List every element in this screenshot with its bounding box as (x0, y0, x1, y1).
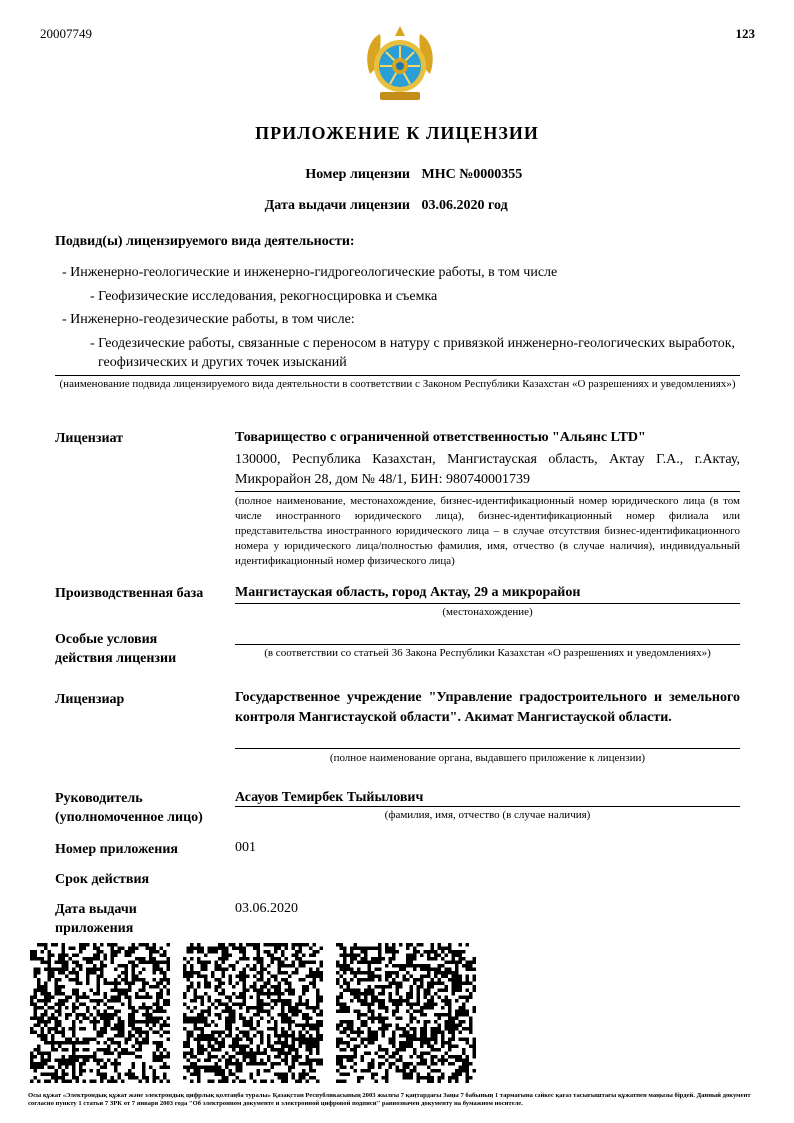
subtype-item: - Инженерно-геодезические работы, в том числе: (62, 312, 355, 327)
page-title: ПРИЛОЖЕНИЕ К ЛИЦЕНЗИИ (255, 123, 539, 143)
production-base-label: Производственная база (55, 586, 204, 601)
issue-date-value: 03.06.2020 (235, 901, 298, 916)
validity-label: Срок действия (55, 872, 150, 887)
page-number: 123 (735, 26, 755, 41)
licensor-value: Государственное учреждение "Управление градостроительного и земельного контроля Мангистауской области". Акимат Мангистауской области. (235, 690, 740, 725)
subtypes-heading: Подвид(ы) лицензируемого вида деятельности: (55, 234, 355, 249)
license-number-label: Номер лицензии (305, 167, 410, 182)
production-base-value: Мангистауская область, город Актау, 29 а микрорайон (235, 585, 581, 600)
divider (235, 644, 740, 645)
licensee-name: Товарищество с ограниченной ответственностью "Альянс LTD" (235, 430, 646, 445)
divider (235, 748, 740, 749)
production-base-note: (местонахождение) (442, 606, 533, 618)
state-emblem-icon (362, 22, 438, 106)
divider (235, 603, 740, 604)
licensee-label: Лицензиат (55, 431, 124, 446)
license-date-value: 03.06.2020 год (421, 198, 508, 213)
issue-date-label: Дата выдачи приложения (55, 902, 137, 936)
qr-code-icon (336, 943, 476, 1083)
license-date-row (230, 198, 508, 214)
licensor-label: Лицензиар (55, 692, 125, 707)
subtypes-note: (наименование подвида лицензируемого вида деятельности в соответствии с Законом Республики Казахстан «О разрешениях и уведомлениях») (59, 378, 736, 390)
head-label: Руководитель (уполномоченное лицо) (55, 791, 203, 825)
document-number: 20007749 (40, 26, 92, 41)
special-conditions-label: Особые условия действия лицензии (55, 632, 177, 666)
subtype-item: - Инженерно-геологические и инженерно-гидрогеологические работы, в том числе (62, 265, 558, 280)
qr-code-icon (30, 943, 170, 1083)
head-value: Асауов Темирбек Тыйылович (235, 790, 424, 805)
appendix-number-value: 001 (235, 840, 256, 855)
licensor-note: (полное наименование органа, выдавшего приложение к лицензии) (329, 752, 646, 764)
divider (235, 806, 740, 807)
license-number-value: МНС №0000355 (421, 167, 523, 182)
head-note: (фамилия, имя, отчество (в случае наличия) (384, 809, 591, 821)
qr-code-icon (183, 943, 323, 1083)
license-number-row (270, 167, 522, 183)
qr-code-row (30, 943, 476, 1083)
special-conditions-note: (в соответствии со статьей 36 Закона Республики Казахстан «О разрешениях и уведомлениях») (264, 647, 711, 659)
subtype-item: - Геодезические работы, связанные с переносом в натуру с привязкой инженерно-геологических выработок, геофизических и других точек изысканий (90, 336, 735, 370)
subtype-item: - Геофизические исследования, рекогносцировка и съемка (90, 289, 438, 304)
divider (235, 491, 740, 492)
footer-legal-text: Осы құжат «Электрондық құжат және электрондық цифрлық қолтаңба туралы» Қазақстан Республикасының 2003 жылғы 7 қаңтардағы Заңы 7 бабының 1 тармағына сәйкес қағаз тасығыштағы құжатпен маңызы бірдей. Данный документ согласно пункту 1 статьи 7 ЗРК от 7 января 2003 года "Об электронном документе и электронной цифровой подписи" равнозначен документу на бумажном носителе. (28, 1092, 751, 1107)
appendix-number-label: Номер приложения (55, 842, 178, 857)
licensee-address: 130000, Республика Казахстан, Мангистауская область, Актау Г.А., г.Актау, Микрорайон 28, дом № 48/1, БИН: 980740001739 (235, 452, 740, 487)
divider (55, 375, 740, 376)
license-date-label: Дата выдачи лицензии (264, 198, 410, 213)
licensee-note: (полное наименование, местонахождение, бизнес-идентификационный номер юридического лица (в том числе иностранного юридического лица), бизнес-идентификационный номер филиала или представительства иностранного юридического лица – в случае отсутствия бизнес-идентификационного номера у юридического лица/полностью фамилия, имя, отчество (в случае наличия), индивидуальный идентификационный номер физического лица) (235, 495, 740, 567)
